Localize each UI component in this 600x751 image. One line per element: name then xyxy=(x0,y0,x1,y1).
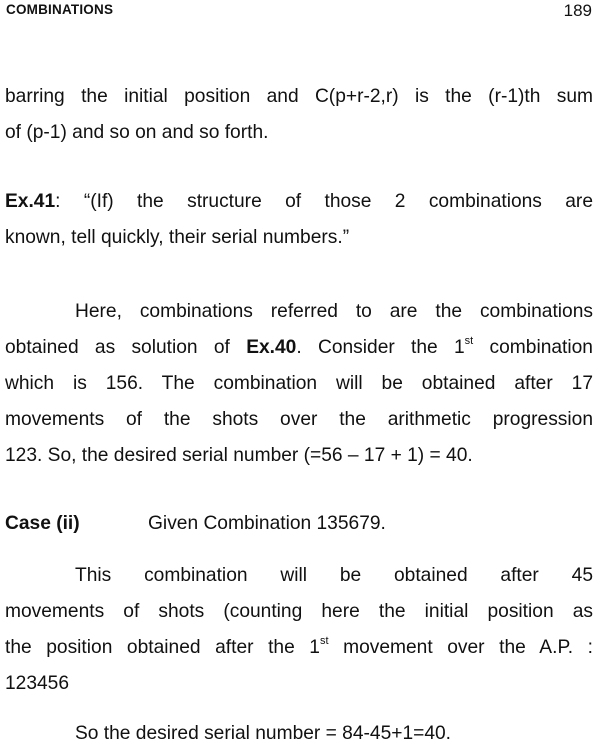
text-line: 123. So, the desired serial number (=56 – 17 + 1) = 40. xyxy=(5,445,473,466)
example-41 xyxy=(5,184,593,256)
text-line: 123456 xyxy=(5,673,70,694)
text-line: movements of the shots over the arithmetic progression xyxy=(5,409,593,430)
text-line: Here, combinations referred to are the combinations xyxy=(75,301,593,322)
text-line: obtained as solution of Ex.40. Consider the 1st combination xyxy=(5,334,593,358)
text-line: known, tell quickly, their serial numbers.” xyxy=(5,227,350,248)
paragraph-continuation xyxy=(5,79,593,151)
example-label: Ex.41 xyxy=(5,191,56,212)
text-line: Ex.41: “(If) the structure of those 2 combinations are xyxy=(5,191,593,212)
case-text: Given Combination 135679. xyxy=(148,513,386,534)
paragraph-case-ii xyxy=(5,558,593,702)
text-line: of (p-1) and so on and so forth. xyxy=(5,122,269,143)
paragraph-solution xyxy=(5,294,593,474)
text-line: barring the initial position and C(p+r-2,r) is the (r-1)th sum xyxy=(5,86,593,107)
running-header: COMBINATIONS xyxy=(6,2,114,17)
text-line: movements of shots (counting here the initial position as xyxy=(5,601,593,622)
final-result: So the desired serial number = 84-45+1=40. xyxy=(75,723,452,744)
case-heading xyxy=(5,508,386,540)
text-line: This combination will be obtained after 45 xyxy=(75,565,593,586)
text-line: the position obtained after the 1st movement over the A.P. : xyxy=(5,634,593,658)
example-reference: Ex.40 xyxy=(246,337,297,358)
page-number: 189 xyxy=(563,1,592,20)
case-label: Case (ii) xyxy=(5,513,80,534)
text-line: which is 156. The combination will be obtained after 17 xyxy=(5,373,593,394)
